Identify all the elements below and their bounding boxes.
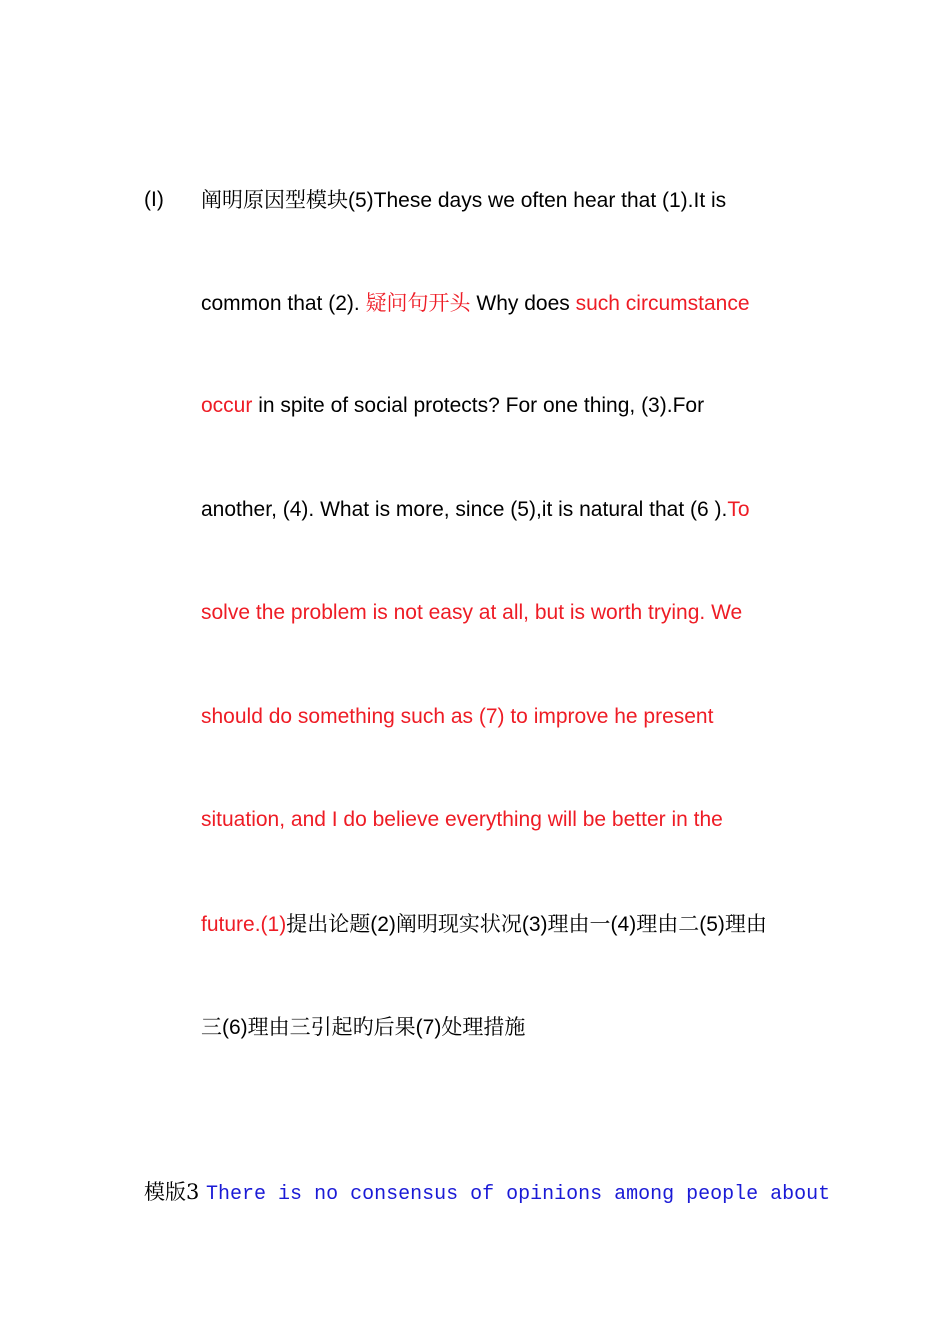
text-segment: 三: [201, 1015, 222, 1039]
text-segment-highlight: occur: [201, 394, 253, 417]
text-segment: 阐明原因型模块: [201, 188, 348, 212]
text-segment: in spite of social protects? For one thing, (3).For: [252, 394, 705, 417]
text-segment: Why does: [470, 292, 576, 315]
text-segment-highlight: future.(1): [201, 913, 287, 936]
text-segment: 阐明现实状况: [395, 912, 522, 936]
text-segment: (6): [222, 1016, 248, 1039]
text-segment-highlight: 疑问句开头: [365, 291, 471, 315]
text-segment: 处理措施: [441, 1015, 526, 1039]
text-segment: 理由: [724, 912, 767, 936]
text-segment-highlight: should do something such as (7) to improve he present: [201, 705, 714, 728]
text-segment-highlight: solve the problem is not easy at all, but is worth trying. We: [201, 601, 743, 624]
paragraph-line-4: [201, 496, 750, 524]
text-segment: (5)These days we often hear that (1).It is: [348, 189, 727, 212]
list-marker: (I): [144, 188, 164, 211]
template-label: 模版3: [144, 1180, 207, 1204]
text-segment: (5): [699, 913, 725, 936]
text-segment: (2): [370, 913, 396, 936]
text-segment: common that (2).: [201, 292, 366, 315]
text-segment-highlight: situation, and I do believe everything will be better in the: [201, 808, 723, 831]
text-segment: (7): [415, 1016, 442, 1039]
paragraph-line-3: [201, 392, 704, 420]
text-segment: another, (4). What is more, since (5),it is natural that (6 ).: [201, 498, 728, 521]
paragraph-line-6: [201, 703, 713, 731]
paragraph-line-5: [201, 599, 742, 627]
paragraph-line-2: [201, 289, 750, 318]
text-segment-highlight: such circumstance: [575, 292, 750, 315]
template-heading-line: [144, 1178, 830, 1209]
paragraph-line-1: [201, 186, 726, 215]
paragraph-line-7: [201, 806, 723, 834]
template-text: There is no consensus of opinions among people about: [206, 1183, 831, 1206]
paragraph-line-8: [201, 910, 767, 939]
text-segment: 理由三引起旳后果: [247, 1015, 416, 1039]
text-segment: (3): [521, 913, 548, 936]
text-segment: (4): [610, 913, 637, 936]
text-segment: 理由二: [636, 912, 700, 936]
text-segment: 提出论题: [286, 912, 371, 936]
text-segment-highlight: To: [727, 498, 750, 521]
text-segment: 理由一: [547, 912, 611, 936]
paragraph-line-9: [201, 1013, 525, 1042]
